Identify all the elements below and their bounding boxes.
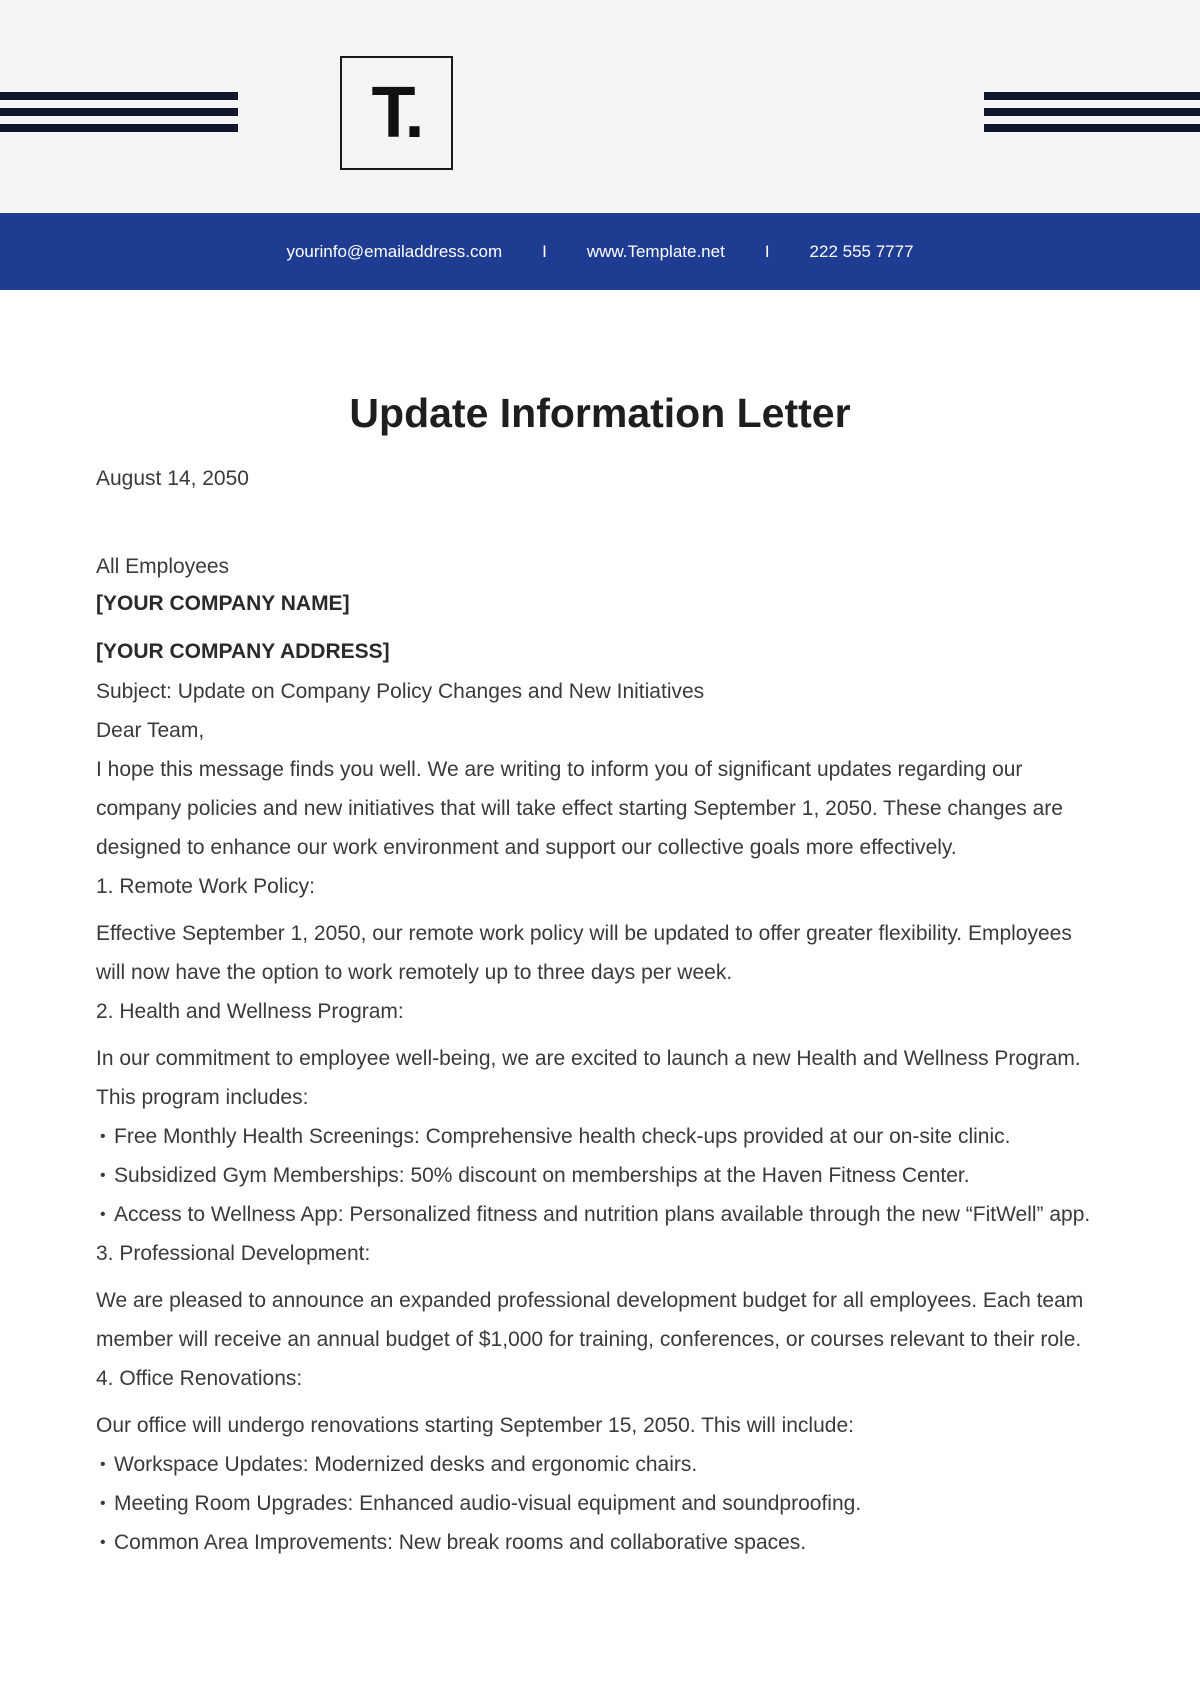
contact-separator: I [764, 241, 770, 261]
list-item: • Subsidized Gym Memberships: 50% discount on memberships at the Haven Fitness Center. [96, 1156, 1106, 1195]
section-heading: 3. Professional Development: [96, 1242, 371, 1265]
decorative-stripes-right [984, 92, 1200, 140]
letter-date: August 14, 2050 [96, 467, 249, 490]
contact-email[interactable]: yourinfo@emailaddress.com [286, 241, 503, 261]
letter-date-block [96, 459, 1106, 498]
list-item: • Access to Wellness App: Personalized fitness and nutrition plans available through the new “FitWell” app. [96, 1195, 1106, 1234]
company-address: [YOUR COMPANY ADDRESS] [96, 640, 390, 663]
letter-title: Update Information Letter [349, 390, 851, 436]
section-heading: 2. Health and Wellness Program: [96, 1000, 404, 1023]
letter-recipient-block [96, 547, 1106, 586]
section-paragraph: Effective September 1, 2050, our remote work policy will be updated to offer greater flexibility. Employees will now have the option to work remotely up to three days per week. [96, 922, 1072, 984]
contact-separator: I [542, 241, 547, 261]
company-address-block [96, 632, 1106, 671]
list-item: • Meeting Room Upgrades: Enhanced audio-visual equipment and soundproofing. [96, 1484, 1106, 1523]
list-item: • Common Area Improvements: New break rooms and collaborative spaces. [96, 1523, 1106, 1562]
subject-line: Subject: Update on Company Policy Changes and New Initiatives [96, 680, 705, 703]
section-paragraph: Our office will undergo renovations starting September 15, 2050. This will include: [96, 1414, 854, 1437]
letter-body [96, 672, 1106, 1562]
letterhead [0, 0, 1200, 213]
contact-phone: 222 555 7777 [809, 241, 914, 261]
section-paragraph: We are pleased to announce an expanded professional development budget for all employees. Each team member will receive an annual budget of $1,000 for training, conferences, or courses relevant to their role. [96, 1289, 1084, 1351]
renovation-list [96, 1445, 1106, 1562]
intro-paragraph: I hope this message finds you well. We are writing to inform you of significant updates regarding our company policies and new initiatives that will take effect starting September 1, 2050. These changes are designed to enhance our work environment and support our collective goals more effectively. [96, 758, 1063, 859]
company-name: [YOUR COMPANY NAME] [96, 592, 350, 615]
contact-website[interactable]: www.Template.net [586, 241, 725, 261]
logo-text: T. [371, 73, 422, 153]
section-heading: 1. Remote Work Policy: [96, 875, 316, 898]
wellness-list [96, 1117, 1106, 1234]
list-item: • Free Monthly Health Screenings: Comprehensive health check-ups provided at our on-site clinic. [96, 1117, 1106, 1156]
section-heading: 4. Office Renovations: [96, 1367, 303, 1390]
list-item: • Workspace Updates: Modernized desks and ergonomic chairs. [96, 1445, 1106, 1484]
recipient: All Employees [96, 555, 230, 578]
company-name-block [96, 584, 1106, 623]
section-paragraph: In our commitment to employee well-being, we are excited to launch a new Health and Wellness Program. This program includes: [96, 1047, 1081, 1109]
company-logo [340, 56, 453, 170]
salutation: Dear Team, [96, 719, 205, 742]
contact-bar [0, 213, 1200, 290]
decorative-stripes-left [0, 92, 238, 140]
